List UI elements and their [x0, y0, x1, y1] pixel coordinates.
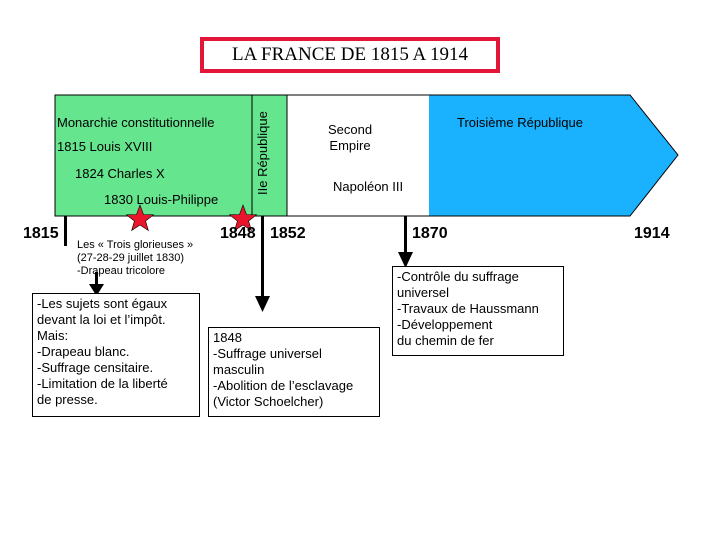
tick-1848: [261, 216, 264, 298]
box-1870-line: universel: [397, 285, 450, 300]
tick-1870: [404, 216, 407, 254]
box-1870-line: -Travaux de Haussmann: [397, 301, 539, 316]
year-1852: 1852: [270, 225, 306, 242]
second-empire-line2: Empire: [329, 138, 371, 153]
box-1870-line: du chemin de fer: [397, 333, 494, 348]
year-1848: 1848: [220, 225, 256, 242]
box-1848-line: 1848: [213, 330, 242, 345]
year-1914: 1914: [634, 225, 670, 242]
box-1848-line: (Victor Schoelcher): [213, 394, 324, 409]
tick-1815: [64, 216, 67, 246]
box-1848-line: -Suffrage universel: [213, 346, 322, 361]
charte-line: de presse.: [37, 392, 98, 407]
year-1815: 1815: [23, 225, 59, 242]
king-louis-philippe: 1830 Louis-Philippe: [104, 192, 219, 207]
king-charles-x: 1824 Charles X: [75, 166, 165, 181]
charte-line: devant la loi et l’impôt.: [37, 312, 166, 327]
arrowhead-1848: [255, 296, 270, 312]
box-1848-line: masculin: [213, 362, 265, 377]
king-louis-xviii: 1815 Louis XVIII: [57, 139, 153, 154]
second-empire-band: [287, 95, 429, 216]
charte-line: -Drapeau blanc.: [37, 344, 130, 359]
trois-glorieuses-note: [77, 239, 193, 278]
monarchie-label: Monarchie constitutionnelle: [57, 115, 215, 130]
troisieme-republique-band: [429, 95, 678, 216]
box-1870: [392, 266, 564, 356]
charte-line: Mais:: [37, 328, 69, 343]
trois-glorieuses-title: Les « Trois glorieuses »: [77, 239, 194, 251]
charte-line: -Suffrage censitaire.: [37, 360, 154, 375]
trois-glorieuses-drapeau: -Drapeau tricolore: [77, 265, 166, 277]
year-1870: 1870: [412, 225, 448, 242]
napoleon-iii-label: Napoléon III: [333, 179, 404, 194]
box-1848-line: -Abolition de l’esclavage: [213, 378, 354, 393]
box-1870-line: -Développement: [397, 317, 493, 332]
box-1848: [208, 327, 380, 417]
charte-line: -Les sujets sont égaux: [37, 296, 168, 311]
charte-line: -Limitation de la liberté: [37, 376, 168, 391]
second-empire-line1: Second: [327, 122, 373, 137]
seconde-republique-label: IIe République: [255, 111, 270, 195]
troisieme-republique-label: Troisième République: [457, 115, 583, 130]
box-1870-line: -Contrôle du suffrage: [397, 269, 519, 284]
trois-glorieuses-dates: (27-28-29 juillet 1830): [77, 252, 185, 264]
charte-box: [32, 293, 200, 417]
page-title: LA FRANCE DE 1815 A 1914: [232, 44, 468, 65]
